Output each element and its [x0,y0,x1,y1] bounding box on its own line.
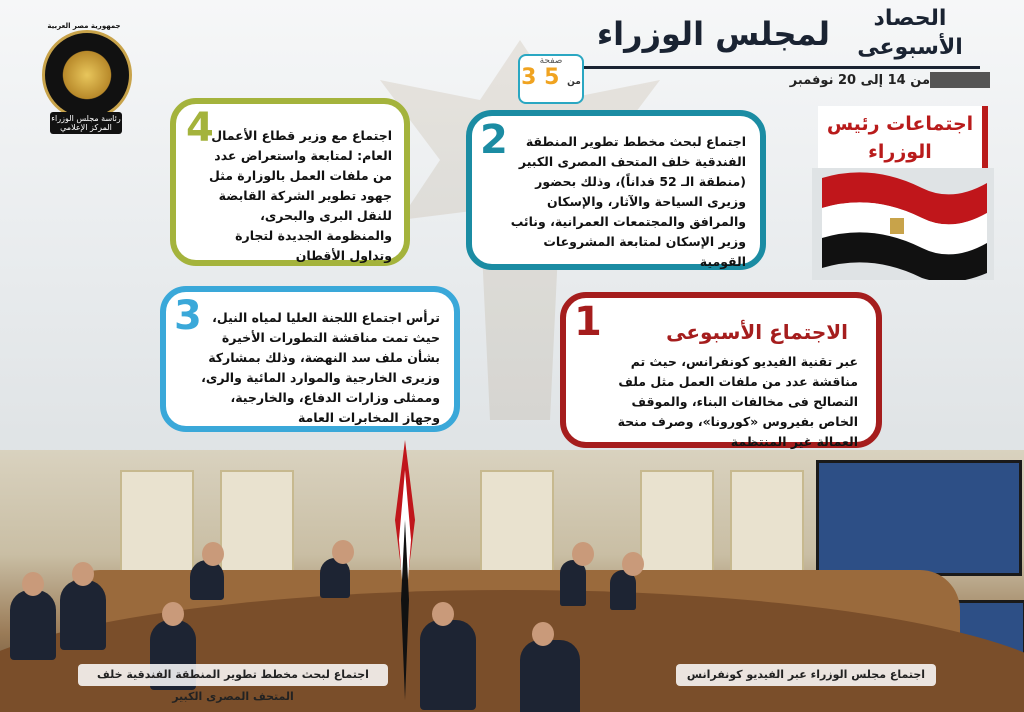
attendee [320,558,350,598]
attendee [610,570,636,610]
logo-top-text: جمهورية مصر العربية [47,22,121,30]
page-current: 3 [521,65,537,90]
card-3-number: 3 [174,293,202,339]
video-wall-screen [816,460,1022,576]
photo-caption-left: اجتماع لبحث مخطط تطوير المنطقة الفندقية خلف المتحف المصرى الكبير [78,664,388,686]
attendee [10,590,56,660]
attendee [60,580,106,650]
card-2 [466,110,766,270]
attendee [420,620,476,710]
date-bar [930,72,990,88]
side-section-title [818,106,988,168]
attendee [560,560,586,606]
harvest-tag-line1: الحصاد [873,6,947,31]
card-2-text: اجتماع لبحث مخطط تطوير المنطقة الفندقية خلف المتحف المصرى الكبير (منطقة الـ 52 فداناً)، وذلك بحضور وزيرى السياحة والآثار، والإسكان والمرافق والمجتمعات العمرانية، ونائب وزير الإسكان لمتابعة المشروعات القومية [510,134,746,269]
page-of: من [567,77,581,87]
page-indicator [518,54,584,104]
side-title-line2: الوزراء [868,141,932,163]
title-underline [560,66,980,69]
card-3-text: ترأس اجتماع اللجنة العليا لمياه النيل، حيث تمت مناقشة التطورات الأخيرة بشأن ملف سد النهضة، وذلك بمشاركة وزيرى الخارجية والموارد المائية والرى، وممثلى وزارات الدفاع، والخارجية، وجهاز المخابرات العامة [201,310,440,425]
card-4 [170,98,410,266]
card-1 [560,292,882,448]
page-total: 5 [544,65,560,90]
harvest-tag-line2: الأسبوعى [857,35,963,60]
logo-mid-text: رئاسة مجلس الوزراء [51,114,121,123]
page-title: لمجلس الوزراء [596,15,830,53]
egypt-flag-icon [812,168,994,280]
attendee [520,640,580,712]
card-1-heading: الاجتماع الأسبوعى [666,320,848,344]
attendee [190,560,224,600]
egypt-flag-icon [385,440,425,700]
photo-caption-right: اجتماع مجلس الوزراء عبر الفيديو كونفرانس [676,664,936,686]
date-range: من 14 إلى 20 نوفمبر [789,73,930,88]
card-2-number: 2 [480,117,508,163]
card-1-number: 1 [574,299,602,345]
logo-name-text: المركز الإعلامي [60,123,112,132]
logo-bottom-text [50,112,122,134]
card-1-text: عبر تقنية الفيديو كونفرانس، حيث تم مناقشة عدد من ملفات العمل مثل ملف التصالح فى مخالفات البناء، والموقف الخاص بفيروس «كورونا»، وصرف منحة العمالة غير المنتظمة [617,354,858,449]
page-label: صفحة [539,56,563,66]
page-numbers [521,65,581,90]
media-center-logo [42,30,132,120]
card-4-text: اجتماع مع وزير قطاع الأعمال العام: لمتابعة واستعراض عدد من ملفات العمل بالوزارة مثل جهود تطوير الشركة القابضة للنقل البرى والبحرى، والمنظومة الجديدة لتجارة وتداول الأقطان [208,128,392,263]
harvest-tag [850,4,970,70]
card-4-number: 4 [186,105,214,151]
eagle-emblem-icon [59,47,115,103]
card-3 [160,286,460,432]
side-title-line1: اجتماعات رئيس [826,113,974,135]
